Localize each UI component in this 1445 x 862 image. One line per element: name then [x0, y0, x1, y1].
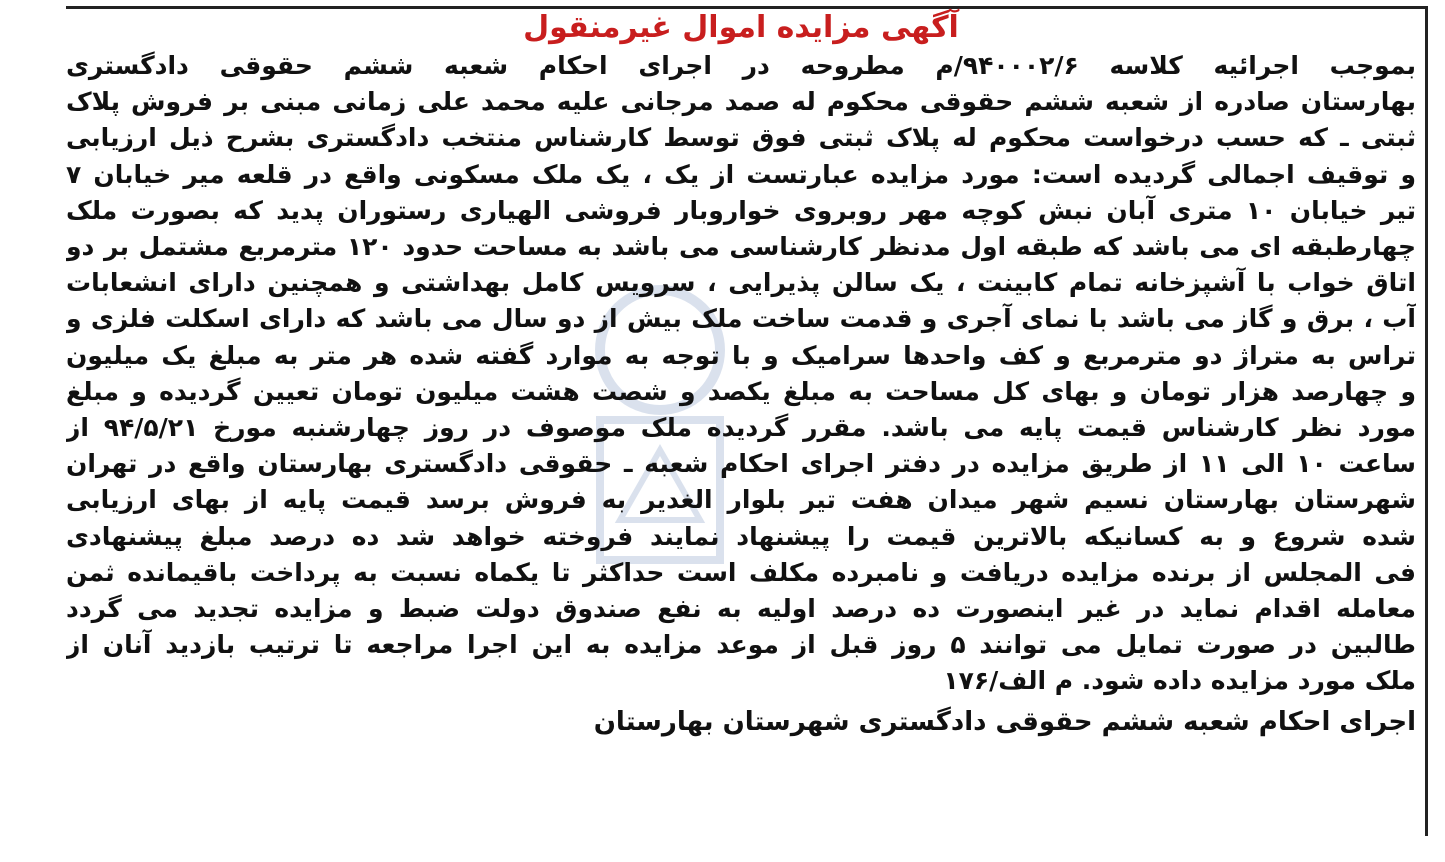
- notice-line: فی المجلس از برنده مزایده دریافت و نامبرده مکلف است حداکثر تا یکماه نسبت به پرداخت باقیمانده ثمن: [66, 557, 1416, 587]
- notice-line: بموجب اجرائیه کلاسه ۹۴۰۰۰۲/۶/م مطروحه در اجرای احکام شعبه ششم حقوقی دادگستری: [66, 51, 1416, 80]
- notice-line: چهارطبقه ای می باشد که طبقه اول مدنظر کارشناسی می باشد به مساحت حدود ۱۲۰ مترمربع مشتمل بر دو: [66, 232, 1416, 262]
- notice-title: آگهی مزایده اموال غیرمنقول: [523, 10, 959, 45]
- notice-line: و چهارصد هزار تومان و بهای کل مساحت به مبلغ یکصد و شصت هشت میلیون تومان تعیین گردیده و مبلغ: [66, 376, 1416, 406]
- notice-line: و توقیف اجمالی گردیده است: مورد مزایده عبارتست از یک ، یک ملک مسکونی واقع در قلعه میر خیابان ۷: [66, 159, 1416, 189]
- notice-line: شهرستان بهارستان نسیم شهر میدان هفت تیر بلوار الغدیر به فروش برسد قیمت پایه از بهای ارزیابی: [66, 485, 1416, 515]
- notice-line: ثبتی ـ که حسب درخواست محکوم له پلاک ثبتی فوق توسط کارشناس منتخب دادگستری بشرح ذیل ارزیابی: [66, 123, 1416, 153]
- notice-body: [66, 48, 1416, 700]
- notice-line: تراس به متراژ دو مترمربع و کف واحدها سرامیک و با توجه به موارد گفته شده هر متر به مبلغ یک میلیون: [66, 340, 1416, 370]
- notice-line: شده شروع و به کسانیکه بالاترین قیمت را پیشنهاد نمایند فروخته خواهد شد ده درصد مبلغ پیشنهادی: [66, 521, 1416, 551]
- notice-line: ملک مورد مزایده داده شود. م الف/۱۷۶: [943, 666, 1416, 696]
- notice-line: آب ، برق و گاز می باشد با نمای آجری و قدمت ساخت ملک بیش از دو سال می باشد که دارای اسکلت فلزی و: [66, 304, 1416, 334]
- notice-line: طالبین در صورت تمایل می توانند ۵ روز قبل از موعد مزایده به این اجرا مراجعه تا ترتیب بازدید آنان از: [66, 630, 1416, 660]
- notice-line: ساعت ۱۰ الی ۱۱ از طریق مزایده در دفتر اجرای احکام شعبه ـ حقوقی دادگستری بهارستان واقع در تهران: [66, 449, 1416, 479]
- notice-signature: اجرای احکام شعبه ششم حقوقی دادگستری شهرستان بهارستان: [593, 706, 1416, 737]
- notice-line: بهارستان صادره از شعبه ششم حقوقی محکوم له صمد مرجانی علیه محمد علی زمانی مبنی بر فروش پلاک: [66, 87, 1416, 117]
- notice-line: معامله اقدام نماید در غیر اینصورت ده درصد اولیه به نفع صندوق دولت ضبط و مزایده تجدید می گردد: [66, 594, 1416, 624]
- auction-notice: [66, 8, 1416, 742]
- notice-line: تیر خیابان ۱۰ متری آبان نبش کوچه مهر روبروی خواروبار فروشی الهیاری رستوران پدید که بصورت ملک: [66, 195, 1416, 225]
- right-border-rule: [1425, 6, 1428, 836]
- notice-line: مورد نظر کارشناس قیمت پایه می باشد. مقرر گردیده ملک موصوف در روز چهارشنبه مورخ ۹۴/۵/۲۱ از: [66, 413, 1416, 443]
- notice-line: اتاق خواب با آشپزخانه تمام کابینت ، یک سالن پذیرایی ، سرویس کامل بهداشتی و همچنین دارای انشعابات: [66, 268, 1416, 298]
